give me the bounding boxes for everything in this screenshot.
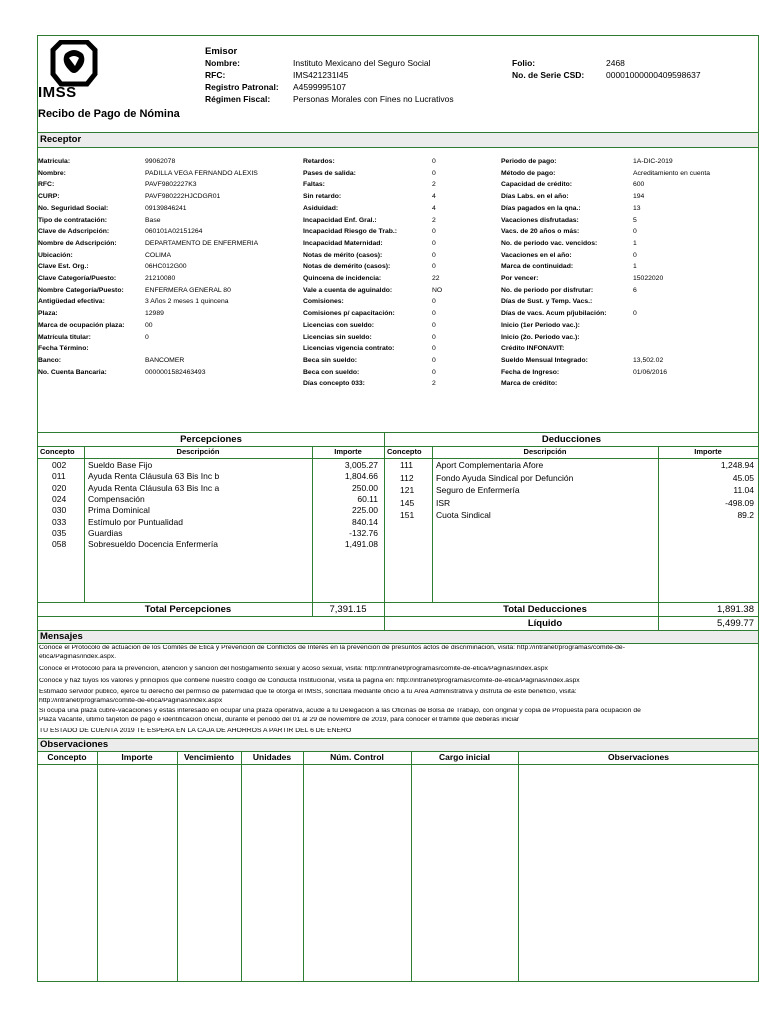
receptor-col1-label: Matrícula titular: xyxy=(38,333,91,341)
mensaje-line: Conoce el Protocolo para la prevención, atención y sanción del hostigamiento sexual y acoso sexual, visita: http://intranet/programas/comite-de-etica/Paginas/index.aspx xyxy=(39,666,548,672)
receptor-col1-label: Nombre Categoría/Puesto: xyxy=(38,286,124,294)
perc-row-concepto: 035 xyxy=(52,527,67,538)
receptor-col3-label: Periodo de pago: xyxy=(501,158,557,165)
perc-row-importe: -132.76 xyxy=(349,527,378,538)
perc-row-importe: 840.14 xyxy=(352,516,378,527)
perc-row-descripcion: Estímulo por Puntualidad xyxy=(88,516,183,527)
receptor-col2-value: 4 xyxy=(432,193,436,201)
receptor-col2-value: 0 xyxy=(432,169,436,177)
receptor-col2-label: Licencias sin sueldo: xyxy=(303,333,372,341)
receptor-col3-value: 0 xyxy=(633,310,637,318)
receptor-col1-value: 00 xyxy=(145,321,153,329)
receptor-col1-label: No. Seguridad Social: xyxy=(38,204,109,212)
perc-row-concepto: 033 xyxy=(52,516,67,527)
perc-row-descripcion: Ayuda Renta Cláusula 63 Bis Inc a xyxy=(88,482,220,493)
mensaje-line: Estimado servidor público, ejerce tu derecho del permiso de paternidad que te otorga el IMSS, solicítala mediante oficio a tu Área Administrativa y disfruta de este beneficio, visita: xyxy=(39,689,577,695)
serie-label: No. de Serie CSD: xyxy=(512,70,585,80)
receptor-col3-label: Sueldo Mensual Integrado: xyxy=(501,356,588,364)
perc-row-descripcion: Prima Dominical xyxy=(88,505,150,516)
receptor-col2-label: Vale a cuenta de aguinaldo: xyxy=(303,286,393,294)
total-deducciones-value: 1,891.38 xyxy=(717,604,754,615)
perc-row-descripcion: Compensación xyxy=(88,493,145,504)
receptor-col2-label: Incapacidad Riesgo de Trab.: xyxy=(303,228,398,236)
emisor-label-nombre: Nombre: xyxy=(205,58,240,68)
receptor-col2-value: 0 xyxy=(432,310,436,318)
receptor-col1-label: Antigüedad efectiva: xyxy=(38,298,105,306)
ded-col-descripcion: Descripción xyxy=(523,447,567,456)
perc-row-concepto: 002 xyxy=(52,460,67,470)
percepciones-heading: Percepciones xyxy=(180,434,242,445)
mensajes-heading: Mensajes xyxy=(38,631,758,643)
receptor-col1-label: No. Cuenta Bancaria: xyxy=(38,368,107,376)
receptor-col3-value: 13,502.02 xyxy=(633,356,664,364)
serie-value: 00001000000409598637 xyxy=(606,70,701,80)
observaciones-col-header: Concepto xyxy=(47,752,87,762)
observaciones-col-divider xyxy=(177,751,178,982)
ded-row-concepto: 145 xyxy=(400,497,415,508)
receptor-col3-value: 1 xyxy=(633,263,637,271)
perc-row-concepto: 030 xyxy=(52,505,67,516)
receptor-col1-value: 12989 xyxy=(145,310,164,318)
receptor-col1-value: PAVF9802227K3 xyxy=(145,181,197,189)
receptor-col1-value: Base xyxy=(145,216,161,224)
mensaje-line: Conoce y haz tuyos los valores y principios que contiene nuestro código de Conducta Institucional, visita la página en: http://intranet/programas/comite-de-etica/Paginas/index.aspx xyxy=(39,678,580,684)
receptor-col2-value: NO xyxy=(432,286,443,294)
receptor-col1-label: RFC: xyxy=(38,181,55,189)
receptor-col2-label: Beca con sueldo: xyxy=(303,368,360,376)
observaciones-col-header: Vencimiento xyxy=(183,752,235,762)
emisor-label-registro: Registro Patronal: xyxy=(205,82,279,92)
receptor-col2-value: 0 xyxy=(432,356,436,364)
observaciones-col-header: Importe xyxy=(121,752,153,762)
receptor-col1-label: CURP: xyxy=(38,193,60,201)
receptor-col2-value: 0 xyxy=(432,321,436,329)
receptor-col2-label: Pases de salida: xyxy=(303,169,356,177)
receptor-col2-value: 2 xyxy=(432,216,436,224)
observaciones-col-header: Unidades xyxy=(252,752,292,762)
folio-label: Folio: xyxy=(512,58,536,68)
receptor-col2-value: 0 xyxy=(432,263,436,271)
receptor-col1-label: Nombre de Adscripción: xyxy=(38,239,117,247)
perc-row-importe: 60.11 xyxy=(357,493,378,504)
receptor-col3-value: 194 xyxy=(633,193,645,201)
receptor-col1-label: Clave Categoría/Puesto: xyxy=(38,275,117,282)
receptor-col1-value: 0 xyxy=(145,333,149,341)
receptor-col2-value: 22 xyxy=(432,275,440,282)
document-title: Recibo de Pago de Nómina xyxy=(38,108,180,120)
receptor-col3-label: Días Labs. en el año: xyxy=(501,193,569,201)
receptor-col1-value: BANCOMER xyxy=(145,356,185,364)
receptor-col1-label: Matricula: xyxy=(38,158,71,165)
perc-col-descripcion: Descripción xyxy=(176,447,220,456)
emisor-nombre: Instituto Mexicano del Seguro Social xyxy=(293,58,431,68)
receptor-col2-label: Incapacidad Enf. Gral.: xyxy=(303,216,377,224)
receptor-col2-label: Incapacidad Maternidad: xyxy=(303,239,383,247)
observaciones-col-divider xyxy=(303,751,304,982)
receptor-col3-label: No. de periodo por disfrutar: xyxy=(501,286,594,294)
observaciones-col-divider xyxy=(518,751,519,982)
folio-value: 2468 xyxy=(606,58,625,68)
receptor-col3-value: 01/06/2016 xyxy=(633,368,668,376)
receptor-col2-label: Asiduidad: xyxy=(303,204,339,212)
receptor-col2-label: Quincena de incidencia: xyxy=(303,275,382,282)
mensaje-line: http://intranet/programas/comite-de-etica/Paginas/index.aspx xyxy=(39,698,223,704)
receptor-col3-value: 15022020 xyxy=(633,275,664,282)
receptor-col2-label: Notas de mérito (casos): xyxy=(303,251,383,259)
ded-row-importe: -498.09 xyxy=(725,497,754,508)
receptor-col2-value: 0 xyxy=(432,239,436,247)
receptor-col1-label: Banco: xyxy=(38,356,62,364)
receptor-col2-label: Beca sin sueldo: xyxy=(303,356,358,364)
receptor-col1-value: COLIMA xyxy=(145,251,172,259)
ded-col-importe: Importe xyxy=(694,447,722,456)
emisor-rfc: IMS421231I45 xyxy=(293,70,349,80)
receptor-col2-label: Licencias vigencia contrato: xyxy=(303,345,395,353)
receptor-col1-label: Ubicación: xyxy=(38,251,73,259)
receptor-col3-label: Inicio (2o. Periodo vac.): xyxy=(501,333,580,341)
receptor-col2-value: 0 xyxy=(432,228,436,236)
ded-row-descripcion: Cuota Sindical xyxy=(436,510,491,520)
receptor-col2-value: 0 xyxy=(432,158,436,165)
receptor-col1-label: Tipo de contratación: xyxy=(38,216,107,224)
emisor-regimen: Personas Morales con Fines no Lucrativos xyxy=(293,94,454,104)
receptor-col3-label: Marca de crédito: xyxy=(501,380,558,388)
mensaje-line: Plaza Vacante, último tarjetón de pago e identificación oficial, durante el periodo del 01 al 29 de noviembre de 2019, para conocer el trámite que deberás iniciar xyxy=(39,717,520,723)
receptor-col1-value: 99062078 xyxy=(145,158,176,165)
observaciones-col-divider xyxy=(241,751,242,982)
receptor-col2-label: Comisiones p/ capacitación: xyxy=(303,310,395,318)
receptor-col1-value: 06HC012G00 xyxy=(145,263,187,271)
ded-row-concepto: 151 xyxy=(400,510,415,520)
ded-row-importe: 11.04 xyxy=(733,485,754,495)
mensaje-line: Conoce el Protocolo de actuación de los Comités de Ética y Prevención de Conflictos de Interés en la prevención de presuntos actos de discriminación, visita: http://intranet/programas/comite-de- xyxy=(39,645,625,651)
emisor-registro: A4599995107 xyxy=(293,82,346,92)
receptor-col2-label: Días concepto 033: xyxy=(303,380,365,388)
perc-row-descripcion: Ayuda Renta Cláusula 63 Bis Inc b xyxy=(88,471,220,482)
observaciones-col-divider xyxy=(97,751,98,982)
total-percepciones-value: 7,391.15 xyxy=(329,604,367,615)
receptor-col2-label: Retardos: xyxy=(303,158,335,165)
observaciones-col-header: Observaciones xyxy=(608,752,669,762)
receptor-col2-value: 0 xyxy=(432,345,436,353)
imss-logo-text: IMSS xyxy=(38,84,77,101)
observaciones-heading: Observaciones xyxy=(38,739,758,751)
ded-row-descripcion: ISR xyxy=(436,497,451,508)
receptor-col3-value: 600 xyxy=(633,181,645,189)
receptor-col3-label: Fecha de Ingreso: xyxy=(501,368,560,376)
receptor-col3-label: Vacs. de 20 años o más: xyxy=(501,228,580,236)
receptor-col3-value: 1A-DIC-2019 xyxy=(633,158,673,165)
perc-row-descripcion: Sobresueldo Docencia Enfermería xyxy=(88,539,218,550)
mensaje-line: Si ocupa una plaza cubre-vacaciones y estás interesado en ocupar una plaza operativa, acude a tu Delegación a las Oficinas de Bolsa de Trabajo, con original y copia de Propuesta para ocupación de xyxy=(39,708,641,714)
perc-row-importe: 1,804.66 xyxy=(344,471,378,482)
ded-row-descripcion: Seguro de Enfermería xyxy=(436,485,520,495)
receptor-col3-label: Capacidad de crédito: xyxy=(501,181,573,189)
mensaje-line: etica/Paginas/index.aspx. xyxy=(39,654,117,660)
receptor-col2-label: Sin retardo: xyxy=(303,193,342,201)
receptor-col1-label: Fecha Término: xyxy=(38,345,89,353)
receptor-col3-label: Por vencer: xyxy=(501,275,539,282)
perc-row-concepto: 058 xyxy=(52,539,67,550)
receptor-col3-label: Días pagados en la qna.: xyxy=(501,204,581,212)
emisor-label-rfc: RFC: xyxy=(205,70,226,80)
ded-row-importe: 89.2 xyxy=(737,510,754,520)
receptor-col3-label: Vacaciones en el año: xyxy=(501,251,572,259)
receptor-col1-label: Marca de ocupación plaza: xyxy=(38,321,125,329)
receptor-col2-label: Licencias con sueldo: xyxy=(303,321,375,329)
receptor-col2-value: 2 xyxy=(432,380,436,388)
ded-row-importe: 45.05 xyxy=(732,472,754,483)
ded-row-concepto: 121 xyxy=(400,485,415,495)
total-percepciones-label: Total Percepciones xyxy=(144,604,232,615)
liquido-label: Líquido xyxy=(527,618,563,629)
deducciones-heading: Deducciones xyxy=(541,434,602,445)
receptor-col1-value: PADILLA VEGA FERNANDO ALEXIS xyxy=(145,169,258,177)
receptor-col3-label: No. de periodo vac. vencidos: xyxy=(501,239,598,247)
receptor-col3-value: 0 xyxy=(633,251,637,259)
receptor-col3-label: Inicio (1er Periodo vac.): xyxy=(501,321,580,329)
receptor-heading: Receptor xyxy=(38,133,758,147)
ded-row-concepto: 112 xyxy=(400,472,414,483)
perc-row-concepto: 020 xyxy=(52,482,67,493)
receptor-col1-label: Nombre: xyxy=(38,169,66,177)
emisor-heading: Emisor xyxy=(205,46,238,57)
ded-row-descripcion: Aport Complementaria Afore xyxy=(436,460,544,470)
receptor-col1-value: 09139846241 xyxy=(145,204,187,212)
perc-col-importe: Importe xyxy=(334,447,362,456)
receptor-col1-value: PAVF980222HJCDGR01 xyxy=(145,193,221,201)
observaciones-col-divider xyxy=(411,751,412,982)
receptor-col3-label: Días de Sust. y Temp. Vacs.: xyxy=(501,298,593,306)
perc-row-concepto: 024 xyxy=(52,493,67,504)
receptor-col1-value: 0000001582463493 xyxy=(145,368,206,376)
receptor-col1-value: ENFERMERA GENERAL 80 xyxy=(145,286,231,294)
emisor-label-regimen: Régimen Fiscal: xyxy=(205,94,271,104)
receptor-col2-value: 0 xyxy=(432,368,436,376)
total-deducciones-label: Total Deducciones xyxy=(503,604,587,615)
receptor-col2-value: 2 xyxy=(432,181,436,189)
receptor-col3-label: Método de pago: xyxy=(501,169,556,177)
receptor-col1-value: DEPARTAMENTO DE ENFERMERIA xyxy=(145,239,259,247)
perc-row-importe: 225.00 xyxy=(352,505,378,516)
perc-row-descripcion: Sueldo Base Fijo xyxy=(88,460,153,470)
ded-row-importe: 1,248.94 xyxy=(720,460,754,470)
receptor-col2-label: Faltas: xyxy=(303,181,325,189)
receptor-col3-value: 1 xyxy=(633,239,637,247)
receptor-col3-label: Días de vacs. Acum p/jubilación: xyxy=(501,310,607,318)
perc-row-importe: 3,005.27 xyxy=(344,460,378,470)
ded-row-concepto: 111 xyxy=(400,460,413,470)
perc-row-descripcion: Guardias xyxy=(88,527,123,538)
ded-row-descripcion: Fondo Ayuda Sindical por Defunción xyxy=(436,472,574,483)
receptor-col2-value: 0 xyxy=(432,298,436,306)
receptor-col1-label: Clave Est. Org.: xyxy=(38,263,89,271)
observaciones-col-header: Cargo inicial xyxy=(438,752,490,762)
liquido-value: 5,499.77 xyxy=(717,618,754,629)
receptor-col1-value: 3 Años 2 meses 1 quincena xyxy=(145,298,229,306)
receptor-col3-label: Crédito INFONAVIT: xyxy=(501,345,565,353)
perc-col-concepto: Concepto xyxy=(40,447,75,456)
observaciones-col-header: Núm. Control xyxy=(330,752,384,762)
receptor-col1-value: 060101A02151264 xyxy=(145,228,203,236)
receptor-col2-value: 0 xyxy=(432,251,436,259)
receptor-col2-label: Comisiones: xyxy=(303,298,344,306)
perc-row-importe: 250.00 xyxy=(352,482,378,493)
receptor-col3-value: 6 xyxy=(633,286,637,294)
receptor-col2-value: 0 xyxy=(432,333,436,341)
receptor-col3-value: 0 xyxy=(633,228,637,236)
ded-col-concepto: Concepto xyxy=(387,447,422,456)
receptor-col2-label: Notas de demérito (casos): xyxy=(303,263,391,271)
perc-row-concepto: 011 xyxy=(52,471,66,482)
receptor-col1-label: Plaza: xyxy=(38,310,58,318)
perc-row-importe: 1,491.08 xyxy=(344,539,378,550)
receptor-col3-value: 5 xyxy=(633,216,637,224)
receptor-col3-value: 13 xyxy=(633,204,641,212)
receptor-col3-label: Vacaciones disfrutadas: xyxy=(501,216,579,224)
receptor-col3-label: Marca de continuidad: xyxy=(501,263,574,271)
mensaje-line: TU ESTADO DE CUENTA 2019 TE ESPERA EN LA CAJA DE AHORROS A PARTIR DEL 6 DE ENERO xyxy=(39,728,352,734)
receptor-col3-value: Acreditamiento en cuenta xyxy=(633,169,711,177)
receptor-col1-label: Clave de Adscripción: xyxy=(38,228,110,236)
receptor-col2-value: 4 xyxy=(432,204,436,212)
receptor-col1-value: 21210080 xyxy=(145,275,176,282)
